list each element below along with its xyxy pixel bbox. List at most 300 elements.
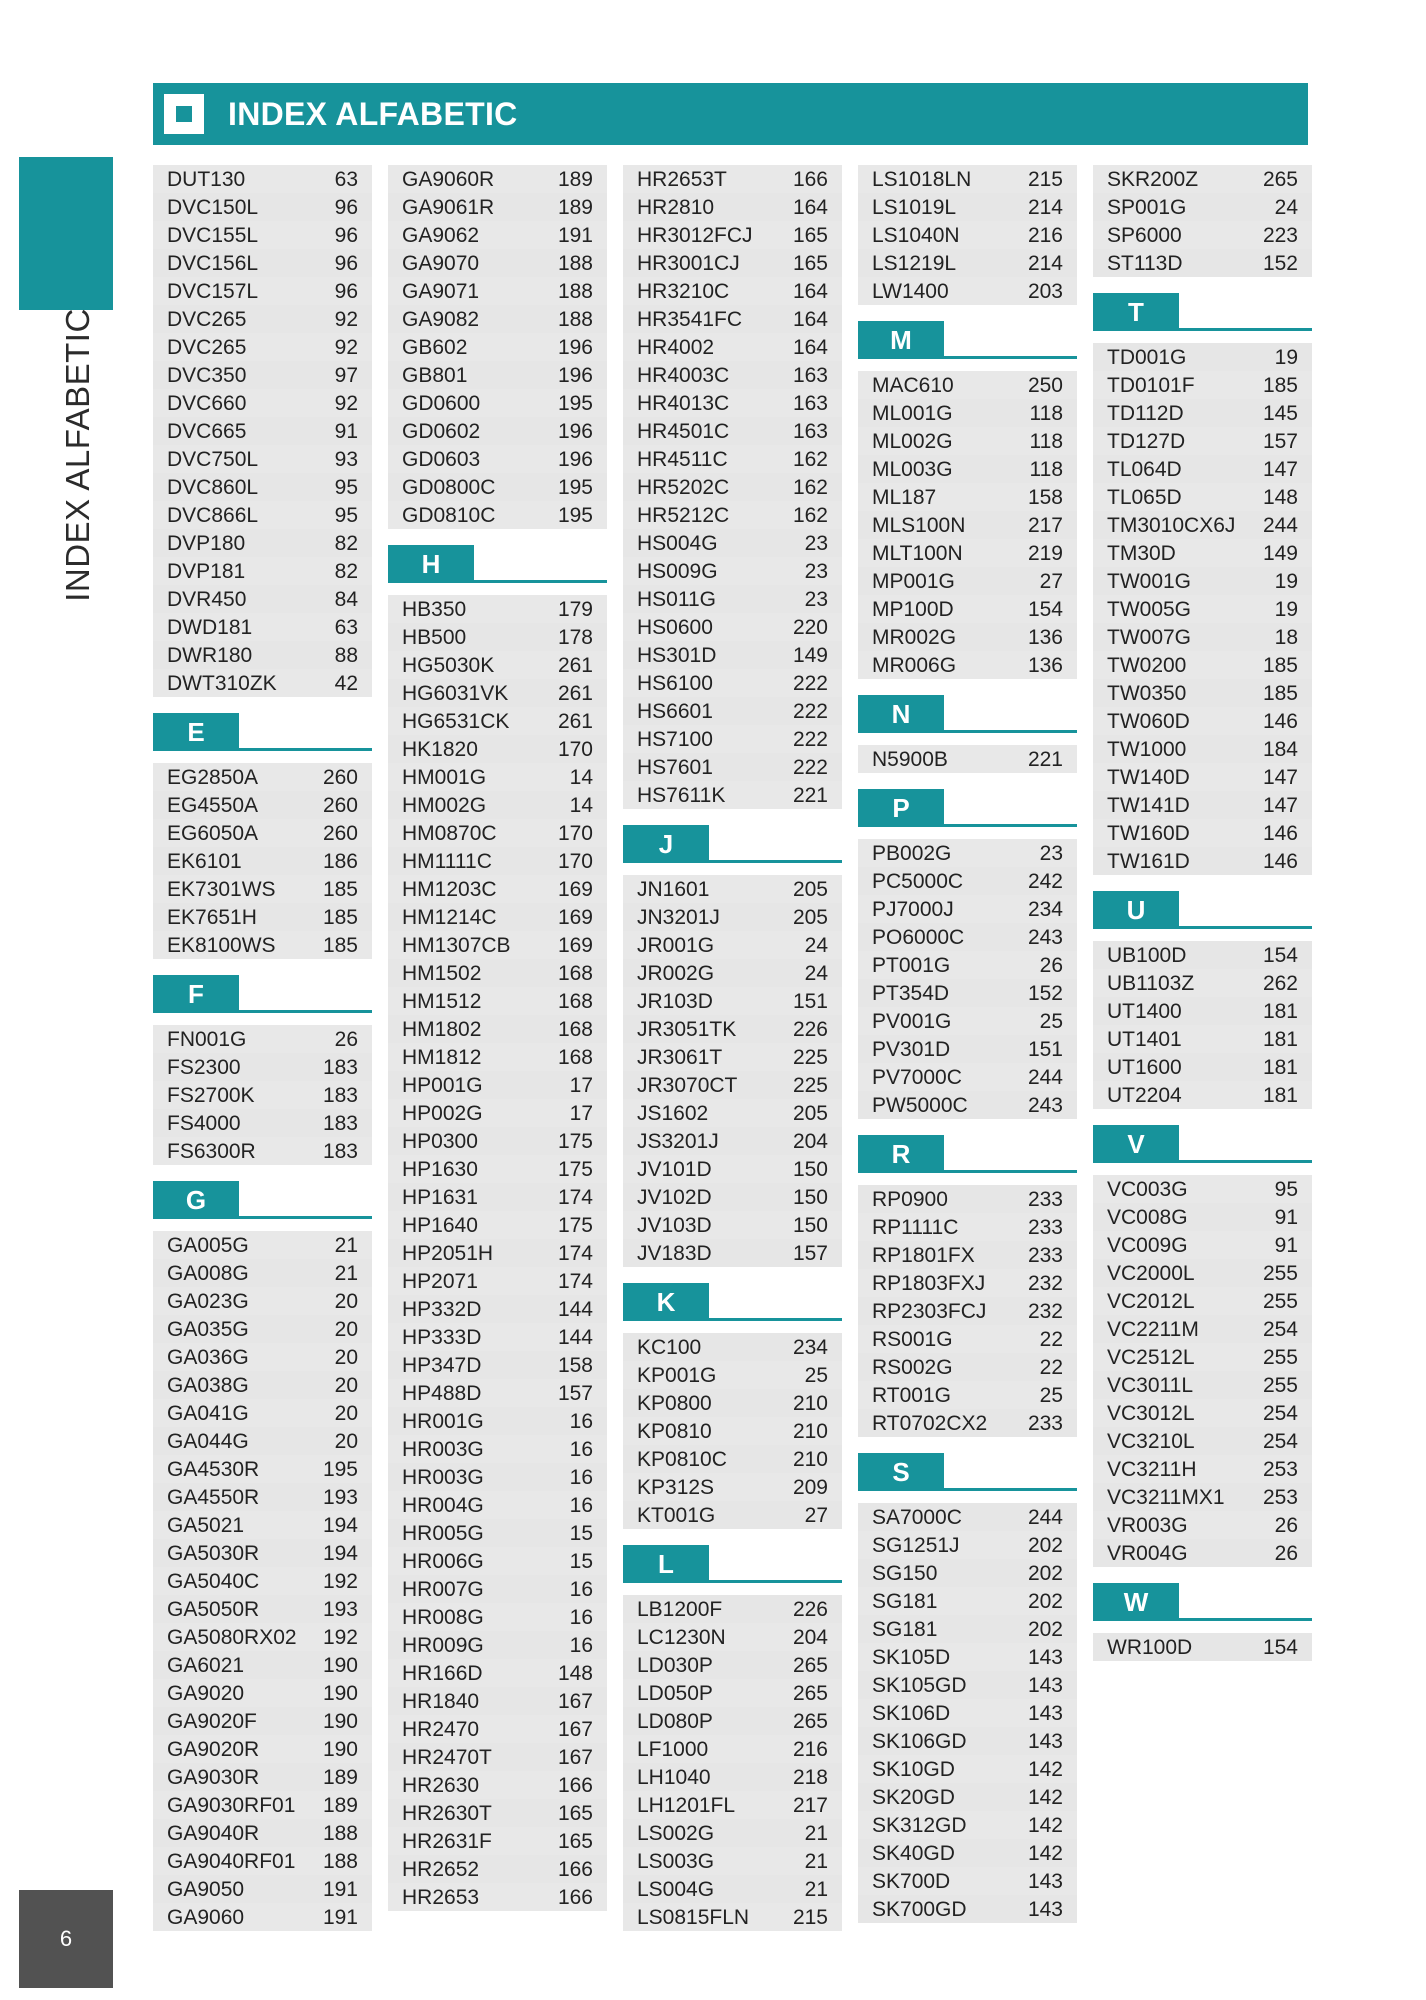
index-row [1093,1427,1312,1455]
page-ref: 146 [1262,850,1298,873]
index-row [388,1211,607,1239]
page-ref: 143 [1027,1898,1063,1921]
page-ref: 92 [334,336,358,359]
section-letter: S [858,1453,944,1491]
model-code: GA038G [167,1374,249,1397]
page-ref: 96 [334,280,358,303]
page-ref: 145 [1262,402,1298,425]
page-ref: 255 [1262,1290,1298,1313]
model-code: GA5080RX02 [167,1626,297,1649]
model-code: HR009G [402,1634,484,1657]
page-ref: 23 [804,588,828,611]
page-ref: 188 [557,308,593,331]
model-code: GA4530R [167,1458,260,1481]
page-ref: 26 [1274,1542,1298,1565]
section-letter: M [858,321,944,359]
model-code: HR5212C [637,504,730,527]
model-code: HR2630T [402,1802,492,1825]
index-row [153,1315,372,1343]
page-ref: 185 [1262,654,1298,677]
page-ref: 243 [1027,926,1063,949]
page-ref: 91 [1274,1234,1298,1257]
index-row [858,1185,1077,1213]
index-row [388,305,607,333]
page-ref: 18 [1274,626,1298,649]
page-ref: 196 [557,364,593,387]
index-row [1093,595,1312,623]
model-code: GA5030R [167,1542,260,1565]
page-ref: 162 [792,448,828,471]
page-ref: 174 [557,1242,593,1265]
index-row [858,595,1077,623]
index-row [388,707,607,735]
model-code: FS6300R [167,1140,256,1163]
section-letter: T [1093,293,1179,331]
page-ref: 163 [792,420,828,443]
model-code: EG4550A [167,794,259,817]
index-row [388,1659,607,1687]
index-row [388,987,607,1015]
page-ref: 232 [1027,1300,1063,1323]
model-code: VC3211MX1 [1107,1486,1225,1509]
page-ref: 169 [557,934,593,957]
page-ref: 95 [334,476,358,499]
page-ref: 195 [557,392,593,415]
page-ref: 142 [1027,1842,1063,1865]
model-code: TD001G [1107,346,1187,369]
index-row [623,333,842,361]
model-code: KP001G [637,1364,717,1387]
model-code: GA036G [167,1346,249,1369]
side-accent-tab [19,157,113,310]
section-letter: V [1093,1125,1179,1163]
index-row [623,1819,842,1847]
index-row [1093,1053,1312,1081]
index-row [153,1231,372,1259]
index-column-5 [1093,165,1312,1661]
model-code: HP332D [402,1298,482,1321]
section-letter: F [153,975,239,1013]
model-code: HS7611K [637,784,726,807]
page-ref: 185 [322,934,358,957]
page-ref: 17 [569,1074,593,1097]
page-ref: 185 [1262,374,1298,397]
model-code: DVC660 [167,392,247,415]
model-code: SK20GD [872,1786,955,1809]
index-row [1093,483,1312,511]
model-code: TW1000 [1107,738,1187,761]
model-code: VC008G [1107,1206,1188,1229]
model-code: N5900B [872,748,948,771]
index-row [388,1099,607,1127]
model-code: DUT130 [167,168,246,191]
model-code: HR1840 [402,1690,480,1713]
model-code: GA5040C [167,1570,260,1593]
index-row [153,669,372,697]
index-row [1093,763,1312,791]
page-ref: 168 [557,1018,593,1041]
index-row [623,931,842,959]
index-row [153,1455,372,1483]
model-code: HP1640 [402,1214,478,1237]
model-code: EK8100WS [167,934,276,957]
model-code: TW0200 [1107,654,1187,677]
model-code: GA9030RF01 [167,1794,296,1817]
index-row [388,1883,607,1911]
model-code: VR004G [1107,1542,1188,1565]
model-code: RP1111C [872,1216,959,1239]
page-ref: 162 [792,504,828,527]
page-ref: 15 [569,1522,593,1545]
index-row [388,165,607,193]
model-code: HR4003C [637,364,730,387]
page-ref: 154 [1262,944,1298,967]
model-code: DWD181 [167,616,253,639]
model-code: GA9070 [402,252,480,275]
model-code: VC3011L [1107,1374,1194,1397]
page-ref: 143 [1027,1646,1063,1669]
page-ref: 196 [557,420,593,443]
index-row [388,417,607,445]
model-code: VC2512L [1107,1346,1195,1369]
model-code: LS0815FLN [637,1906,750,1929]
section-header [623,1283,842,1321]
page-ref: 167 [557,1746,593,1769]
page-ref: 261 [557,654,593,677]
section-header [388,545,607,583]
page-ref: 202 [1027,1534,1063,1557]
model-code: LC1230N [637,1626,726,1649]
page-ref: 165 [557,1802,593,1825]
page-ref: 190 [322,1710,358,1733]
page-ref: 166 [557,1858,593,1881]
page-ref: 175 [557,1214,593,1237]
model-code: GA9060R [402,168,495,191]
page-ref: 217 [1027,514,1063,537]
model-code: HM0870C [402,822,497,845]
index-column-1 [153,165,372,1931]
model-code: ML003G [872,458,953,481]
index-row [623,725,842,753]
page-ref: 164 [792,196,828,219]
index-column-2 [388,165,607,1911]
index-row [858,745,1077,773]
page-ref: 185 [322,906,358,929]
page-ref: 63 [334,616,358,639]
index-row [153,1427,372,1455]
page-ref: 147 [1262,766,1298,789]
model-code: HB500 [402,626,467,649]
index-row [388,1771,607,1799]
page-ref: 210 [792,1448,828,1471]
model-code: SK106D [872,1702,951,1725]
model-code: UT2204 [1107,1084,1182,1107]
model-code: PV7000C [872,1066,962,1089]
index-row [623,473,842,501]
index-row [153,1343,372,1371]
page-ref: 150 [792,1158,828,1181]
page-ref: 16 [569,1466,593,1489]
model-code: HR4002 [637,336,715,359]
page-ref: 149 [792,644,828,667]
page-ref: 189 [322,1766,358,1789]
section-header [858,1135,1077,1173]
index-row [388,847,607,875]
page-ref: 223 [1262,224,1298,247]
page-ref: 136 [1027,626,1063,649]
model-code: VC3211H [1107,1458,1197,1481]
model-code: HP2071 [402,1270,478,1293]
index-row [153,473,372,501]
model-code: SKR200Z [1107,168,1199,191]
index-row [623,1903,842,1931]
index-row [1093,707,1312,735]
index-row [623,305,842,333]
section-header [1093,891,1312,929]
model-code: JR002G [637,962,715,985]
model-code: FS4000 [167,1112,241,1135]
model-code: HR2653 [402,1886,480,1909]
page-ref: 262 [1262,972,1298,995]
page-ref: 190 [322,1682,358,1705]
model-code: SK40GD [872,1842,955,1865]
model-code: DVC860L [167,476,259,499]
model-code: RP1803FXJ [872,1272,986,1295]
model-code: EK6101 [167,850,242,873]
page-ref: 255 [1262,1346,1298,1369]
index-row [1093,249,1312,277]
index-row [858,1643,1077,1671]
model-code: PW5000C [872,1094,968,1117]
page-ref: 23 [804,560,828,583]
index-row [858,1783,1077,1811]
page-ref: 16 [569,1410,593,1433]
index-row [153,193,372,221]
model-code: RT0702CX2 [872,1412,988,1435]
model-code: LF1000 [637,1738,709,1761]
index-row [1093,1399,1312,1427]
page-ref: 175 [557,1130,593,1153]
index-row [388,1687,607,1715]
model-code: KC100 [637,1336,702,1359]
page-ref: 244 [1262,514,1298,537]
page-ref: 16 [569,1438,593,1461]
model-code: JN3201J [637,906,720,929]
index-row [388,931,607,959]
index-row [623,165,842,193]
index-row [858,1671,1077,1699]
index-row [858,1559,1077,1587]
index-row [858,1381,1077,1409]
model-code: TD127D [1107,430,1186,453]
section-header [153,713,372,751]
page-ref: 233 [1027,1244,1063,1267]
index-row [153,1651,372,1679]
index-row [1093,1203,1312,1231]
index-row [1093,1231,1312,1259]
index-row [388,473,607,501]
index-row [1093,511,1312,539]
page-ref: 188 [557,252,593,275]
model-code: KT001G [637,1504,716,1527]
section-letter: U [1093,891,1179,929]
index-row [623,1071,842,1099]
model-code: GA9020 [167,1682,245,1705]
index-row [153,501,372,529]
model-code: TD0101F [1107,374,1195,397]
section-header [153,975,372,1013]
page-ref: 19 [1274,346,1298,369]
model-code: JR001G [637,934,715,957]
index-row [623,1361,842,1389]
model-code: EK7651H [167,906,257,929]
page-ref: 25 [1039,1384,1063,1407]
index-row [153,417,372,445]
page-ref: 136 [1027,654,1063,677]
page-ref: 186 [322,850,358,873]
page-ref: 185 [322,878,358,901]
page-ref: 166 [557,1774,593,1797]
model-code: HR2630 [402,1774,480,1797]
index-row [388,1715,607,1743]
index-row [1093,1483,1312,1511]
index-row [153,1567,372,1595]
page-ref: 226 [792,1018,828,1041]
page-ref: 82 [334,532,358,555]
index-row [858,427,1077,455]
index-row [1093,1081,1312,1109]
section-letter: E [153,713,239,751]
index-row [388,277,607,305]
page-ref: 190 [322,1654,358,1677]
index-row [153,641,372,669]
model-code: VC3210L [1107,1430,1195,1453]
page-ref: 164 [792,308,828,331]
page-ref: 165 [792,224,828,247]
index-row [858,1409,1077,1437]
page-ref: 254 [1262,1318,1298,1341]
model-code: SK10GD [872,1758,955,1781]
index-row [1093,1025,1312,1053]
model-code: DVC150L [167,196,259,219]
page-ref: 26 [1274,1514,1298,1537]
model-code: LS1219L [872,252,957,275]
model-code: SA7000C [872,1506,962,1529]
page-ref: 194 [322,1542,358,1565]
index-row [1093,343,1312,371]
page-ref: 168 [557,1046,593,1069]
section-letter: K [623,1283,709,1321]
page-ref: 88 [334,644,358,667]
model-code: DVP180 [167,532,246,555]
index-row [858,979,1077,1007]
index-row [153,389,372,417]
page-ref: 202 [1027,1590,1063,1613]
page-ref: 27 [804,1504,828,1527]
page-ref: 165 [557,1830,593,1853]
index-row [388,333,607,361]
model-code: HP0300 [402,1130,478,1153]
model-code: UT1401 [1107,1028,1182,1051]
model-code: DWT310ZK [167,672,277,695]
index-row [153,875,372,903]
model-code: HM1203C [402,878,497,901]
page-ref: 174 [557,1186,593,1209]
index-row [153,1791,372,1819]
index-row [858,923,1077,951]
page-ref: 16 [569,1494,593,1517]
page-ref: 243 [1027,1094,1063,1117]
index-row [858,511,1077,539]
index-row [858,221,1077,249]
page-ref: 260 [322,822,358,845]
model-code: DVC350 [167,364,247,387]
index-row [623,1679,842,1707]
index-row [388,651,607,679]
model-code: GA4550R [167,1486,260,1509]
model-code: HR3210C [637,280,730,303]
model-code: FS2700K [167,1084,255,1107]
model-code: HR5202C [637,476,730,499]
index-row [388,679,607,707]
index-row [858,951,1077,979]
index-row [153,1053,372,1081]
index-row [1093,969,1312,997]
model-code: TW140D [1107,766,1190,789]
page-ref: 254 [1262,1430,1298,1453]
page-ref: 146 [1262,710,1298,733]
model-code: HP001G [402,1074,483,1097]
model-code: PV001G [872,1010,952,1033]
model-code: PO6000C [872,926,965,949]
index-row [623,1707,842,1735]
section-header [858,695,1077,733]
model-code: HR4013C [637,392,730,415]
model-code: LD050P [637,1682,713,1705]
index-row [858,1755,1077,1783]
index-row [858,1241,1077,1269]
index-row [388,1043,607,1071]
page-ref: 20 [334,1346,358,1369]
page-ref: 143 [1027,1702,1063,1725]
index-row [388,1239,607,1267]
model-code: HP333D [402,1326,482,1349]
model-code: HM1307CB [402,934,511,957]
index-row [153,1763,372,1791]
page-ref: 163 [792,364,828,387]
index-row [388,1463,607,1491]
page-ref: 183 [322,1056,358,1079]
index-row [623,1763,842,1791]
index-column-4 [858,165,1077,1923]
model-code: GD0810C [402,504,496,527]
index-row [388,1407,607,1435]
index-row [623,1183,842,1211]
model-code: MR002G [872,626,957,649]
index-row [623,445,842,473]
model-code: JV103D [637,1214,712,1237]
index-row [153,1483,372,1511]
page-ref: 219 [1027,542,1063,565]
model-code: HR007G [402,1578,484,1601]
index-row [623,1791,842,1819]
model-code: DVC156L [167,252,259,275]
model-code: JR3051TK [637,1018,737,1041]
page-ref: 183 [322,1112,358,1135]
index-row [1093,847,1312,875]
index-row [1093,1455,1312,1483]
model-code: HR166D [402,1662,483,1685]
